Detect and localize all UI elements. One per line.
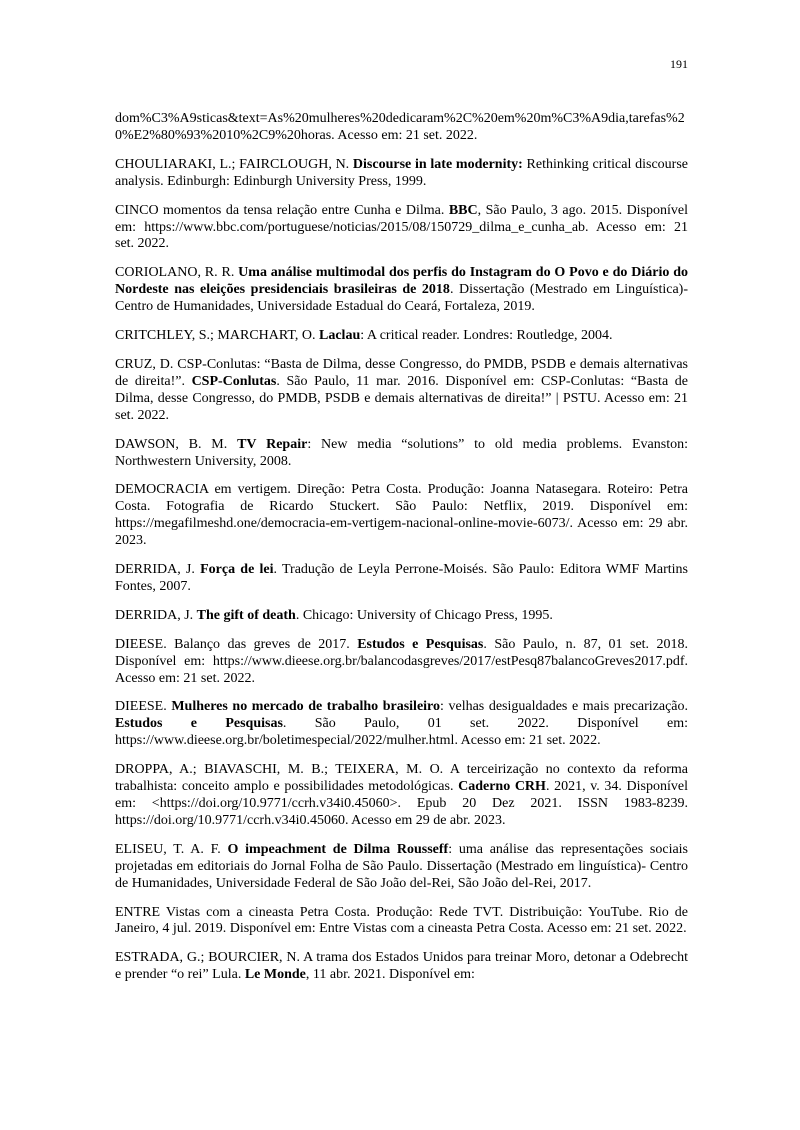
reference-text-segment: CHOULIARAKI, L.; FAIRCLOUGH, N.: [115, 156, 353, 172]
reference-entry: [115, 699, 688, 750]
reference-text-segment: DEMOCRACIA em vertigem. Direção: Petra Costa. Produção: Joanna Natasegara. Roteiro: Petra Costa. Fotografia de Ricardo Stuckert. São Paulo: Netflix, 2019. Disponível em: https://megafilmeshd.one/democracia-em-vertigem-nacional-online-movie-6073/. Acesso em: 29 abr. 2023.: [115, 482, 688, 549]
reference-text-segment: ELISEU, T. A. F.: [115, 841, 228, 857]
reference-entry: [115, 637, 688, 688]
reference-text-segment: : New media “solutions” to old media problems. Evanston: Northwestern University, 2008.: [115, 436, 688, 469]
reference-entry: [115, 111, 688, 145]
reference-text-segment: . 2021, v. 34. Disponível em: <https://doi.org/10.9771/ccrh.v34i0.45060>. Epub 20 Dez 2021. ISSN 1983-8239. https://doi.org/10.9771/ccrh.v34i0.45060. Acesso em 29 de abr. 2023.: [115, 779, 688, 828]
reference-text-segment: CORIOLANO, R. R.: [115, 265, 239, 281]
reference-entry: [115, 482, 688, 550]
reference-text-segment: DROPPA, A.; BIAVASCHI, M. B.; TEIXERA, M. O. A terceirização no contexto da reforma trabalhista: conceito amplo e possibilidades metodológicas.: [115, 762, 688, 795]
reference-title-segment: Força de lei: [200, 562, 274, 578]
reference-entry: [115, 328, 688, 345]
reference-title-segment: Laclau: [319, 328, 361, 344]
reference-text-segment: : A critical reader. Londres: Routledge, 2004.: [360, 328, 613, 344]
reference-entry: [115, 842, 688, 893]
reference-text-segment: DAWSON, B. M.: [115, 436, 238, 452]
reference-title-segment: Estudos e Pesquisas: [357, 636, 484, 652]
reference-title-segment: CSP-Conlutas: [191, 373, 277, 389]
reference-text-segment: : velhas desigualdades e mais precarização.: [440, 699, 689, 715]
reference-title-segment: TV Repair: [237, 436, 308, 452]
reference-text-segment: : uma análise das representações sociais projetadas em editoriais do Jornal Folha de São Paulo. Dissertação (Mestrado em linguística)- Centro de Humanidades, Universidade Federal de São João del-Rei, São João del-Rei, 2017.: [115, 841, 689, 891]
page-number: 191: [670, 57, 688, 71]
reference-text-segment: , 11 abr. 2021. Disponível em:: [305, 967, 475, 983]
reference-text-segment: . São Paulo, 01 set. 2022. Disponível em: https://www.dieese.org.br/boletimespecial/2022/mulher.html. Acesso em: 21 set. 2022.: [115, 716, 688, 749]
reference-entry: [115, 608, 688, 625]
reference-text-segment: DIEESE.: [115, 699, 172, 715]
reference-title-segment: Le Monde: [244, 967, 306, 983]
reference-text-segment: CRITCHLEY, S.; MARCHART, O.: [115, 328, 319, 344]
reference-title-segment: Uma análise multimodal dos perfis do Instagram do O Povo e do Diário do Nordeste nas eleições presidenciais brasileiras de 2018: [115, 265, 688, 298]
reference-text-segment: DIEESE. Balanço das greves de 2017.: [115, 636, 358, 652]
reference-entry: [115, 265, 688, 316]
reference-title-segment: O impeachment de Dilma Rousseff: [227, 841, 449, 857]
reference-entry: [115, 357, 688, 425]
reference-title-segment: Estudos e Pesquisas: [115, 716, 283, 732]
reference-title-segment: Discourse in late modernity:: [352, 156, 523, 172]
reference-text-segment: , São Paulo, 3 ago. 2015. Disponível em: https://www.bbc.com/portuguese/noticias/2015/08/150729_dilma_e_cunha_ab. Acesso em: 21 set. 2022.: [115, 202, 689, 252]
document-page: [115, 0, 688, 996]
reference-text-segment: DERRIDA, J.: [115, 562, 201, 578]
reference-title-segment: Mulheres no mercado de trabalho brasileiro: [171, 699, 441, 715]
reference-title-segment: BBC: [448, 202, 478, 218]
reference-text-segment: DERRIDA, J.: [115, 607, 197, 623]
reference-entry: [115, 562, 688, 596]
reference-entry: [115, 437, 688, 471]
reference-text-segment: . Chicago: University of Chicago Press, 1995.: [295, 607, 553, 623]
reference-text-segment: . Tradução de Leyla Perrone-Moisés. São Paulo: Editora WMF Martins Fontes, 2007.: [115, 562, 689, 594]
reference-text-segment: . Dissertação (Mestrado em Linguística)- Centro de Humanidades, Universidade Estadual do Ceará, Fortaleza, 2019.: [115, 282, 688, 315]
reference-text-segment: . São Paulo, 11 mar. 2016. Disponível em: CSP-Conlutas: “Basta de Dilma, desse Congresso, do PMDB, PSDB e demais alternativas de direita!” | PSTU. Acesso em: 21 set. 2022.: [115, 373, 688, 423]
reference-text-segment: ESTRADA, G.; BOURCIER, N. A trama dos Estados Unidos para treinar Moro, detonar a Odebrecht e prender “o rei” Lula.: [115, 950, 688, 983]
reference-title-segment: Caderno CRH: [458, 779, 546, 795]
reference-text-segment: . São Paulo, n. 87, 01 set. 2018. Disponível em: https://www.dieese.org.br/balancodasgreves/2017/estPesq87balancoGreves2017.pdf. Acesso em: 21 set. 2022.: [115, 636, 688, 686]
reference-entry: [115, 905, 688, 939]
reference-title-segment: The gift of death: [196, 607, 296, 623]
reference-text-segment: CRUZ, D. CSP-Conlutas: “Basta de Dilma, desse Congresso, do PMDB, PSDB e demais alternativas de direita!”.: [115, 356, 688, 389]
reference-text-segment: ENTRE Vistas com a cineasta Petra Costa. Produção: Rede TVT. Distribuição: YouTube. Rio de Janeiro, 4 jul. 2019. Disponível em: Entre Vistas com a cineasta Petra Costa. Acesso em: 21 set. 2022.: [115, 904, 688, 937]
reference-entry: [115, 157, 688, 191]
references-list: [115, 111, 688, 984]
reference-text-segment: Rethinking critical discourse analysis. Edinburgh: Edinburgh University Press, 1999.: [115, 156, 688, 189]
reference-entry: [115, 950, 688, 984]
reference-entry: [115, 762, 688, 830]
reference-text-segment: CINCO momentos da tensa relação entre Cunha e Dilma.: [115, 202, 449, 218]
reference-text-segment: dom%C3%A9sticas&text=As%20mulheres%20dedicaram%2C%20em%20m%C3%A9dia,tarefas%20%E2%80%93%2010%2C9%20horas. Acesso em: 21 set. 2022.: [115, 111, 685, 143]
reference-entry: [115, 203, 688, 254]
